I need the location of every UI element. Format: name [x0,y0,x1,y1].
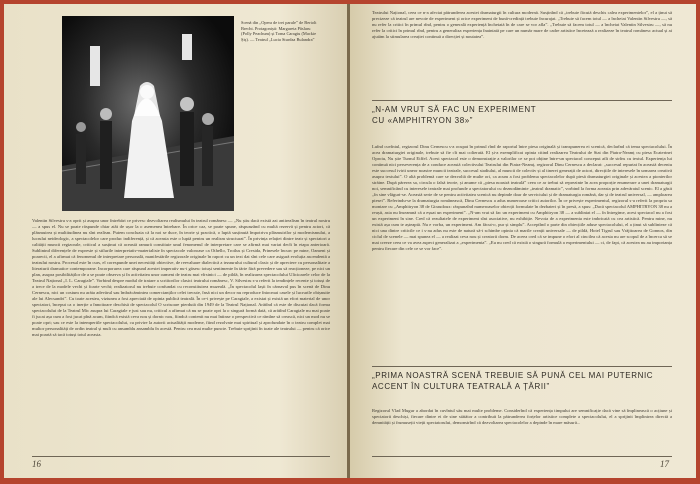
photo-caption: Scenă din „Opera de trei parale” de Bertolt Brecht. Protagoniști: Margareta Pâslaru (Polly Peachum) și Toma Caragiu (Mackie Șiș). — Teatrul „Lucia Sturdza Bulandra” [241,20,317,42]
section-heading-amphitryon: „N-AM VRUT SĂ FAC UN EXPERIMENT CU «AMPHITRYON 38»” [372,105,537,125]
left-body-text: Valentin Silvestru s-a oprit și asupra unor întrebări ce privesc dezvoltarea realismului în teatrul românesc — „Nu știu dacă există azi antirealism în teatrul nostru — a spus el. Nu se poate răspunde chiar atât de ușor la o asemenea întrebare. În orice caz, se poate spune, răspunzând cu multă rezervă și pentru actori, că plăsmuirea și multitudinea nu sînt realism. Putem concluzia că la noi se duce, în teorie și practică, o luptă susținută împotriva plăsmuirilor și modernismului, a lucrului neideologic, a spectacolelor care produc indiferență, și că aceasta este o luptă pentru un realism structurat”. În privința relației dintre teatr și spectatori a calității muncii regizorale, criticul a susținut că această ramură constituie unul fenomenul de interpretare care se afirmă mai variat decît în etapa anterioară. Sublinind diferențele de expresie și stilurile interpretativ-materialiste în spectacole valoroase ca Othello, Troilus și Cresida, Prinesele încurc pe mine, Oameni și poarecii, el a afirmat că fenomenul de interpretare personală, manifestările regizorale originale în raport cu un text dat sînt cele care asigură evoluția ascendentă a teatrului nostru. Procesul este în curs, el corespunde unei necesități obiective, de reevaluare dialectică a tezaurului cultural clasic și de apreciere cu personalitate a literaturii dramatice contemporane. Incorporarea care răspund acestei imperativ nu-i găsesc totuși sentimente în tărie fără prevedere sau să reacționeze, pe nici un plan, asupra posibilităților de a se poate observa și în activitatea unor oameni de teatru mai vîrstnici — de pildă, în realizarea spectacolului Ulicioarele celor de la Teatrul Național „I. L. Caragiale”. Vorbind despre modul de tratare a scriitorilor clasici teatrului românesc, V. Silvestru s-a referit la tendințele recente și totuși de a trece de la modele vechi și foarte vechi; realizatorul nu trebuie confundat cu reconstituirea muzeală. „În spectacolul lașii în cărnaval pus în scenă de Dinu Cernescu, nici un costum nu arăta adevărul sau îmbrăcămintea comercianților celei trecute, însă nici un decor nu reproduce întocmai casele și lucrurile obișnuite ale lui Alecsandri”. Cu toate acestea, viziunea a fost apreciată de opinia publică teatrală. În ce-i privește pe Caragiale, a existat și există un efort material de unor spectatori, început ca o inerție a înnoitoare deschisă de spectacolul O scrisoare pierdută din 1949 de la Teatrul Național. Arătînd că este de discutat dacă forma spectacolului de la Teatrul Mic asupra lui Caragiale e just sau nu, criticul a afirmat că nu se poate opri la o singură formă dată, că arătînd Caragiale nu mai poate fi jucat așa cum a fost jucat pînă acum, fiindcă există ceva nou și dornic nou, fiindcă contenit nu mai întinse o perspectivă ce rămîne să crească, nici un mod nu se poate opri; sau ce este la intemperiile spectacolului, cu privire la autorii actualității moderne, fiind rezolvate mai spiritual și aprofundate în o teatru complet mai multor personalități de ordin teatral și mult cu ansamblu ansamblu în acestă. Pentru cea mai multe puncte. Trebuie sprijinit în toate ale teatrului — pentru că orice mai poartă să tacă totuși totul aceasta. [32,218,330,337]
right-footer-rule [372,456,672,457]
left-page-number: 16 [32,459,41,469]
left-footer-rule [32,456,330,457]
section-heading-prima-scena: „PRIMA NOASTRĂ SCENĂ TREBUIE SĂ PUNĂ CEL MAI PUTERNIC ACCENT ÎN CULTURA TEATRALĂ A ȚĂRII” [372,371,654,391]
heading2-rule [372,366,672,367]
right-body-text-2: Regizorul Vlad Mugur a abordat în cuvîntul său mai multe probleme. Considerînd că experiența timpului are semnificație dacă vine să împlinească o acțiune și spectatorii deschiși, fiecare dintre ei de sine stătător a contribuit la pătrunderea forțelor artistice complete a spectacolului, el a sprijinit împlinirea directă a demnității și frumuseții vieții spectatorului, demonstrînd că dezvoltarea spectacolelor a depinde în mare măsură... [372,408,672,425]
right-body-text-1: Luînd cuvîntul, regizorul Dinu Cernescu s-a ocupat în primul rînd de raportul între piesa originală și transpunerea ei scenică, declarînd că tema spectacolului. În acea dramaturgiei originale, trebuie să fie cît mai colierată. El și-a exemplificat opinia citind realizarea Teatrului de Stat din Piatra-Neamț cu piesa Ecaterinei Oproiu, Nu știe Turnul Eiffel. Acest spectacol este o demonstrație a valorilor ce se pot obține între-un spectacol conceput atît de strîns cu textul. Experiența lui continuă nici perseverența de a conduce această colectivului Teatrului din Piatra-Neamț, regizorul Dinu Cernescu a declarat: „succesul repurtat în această deceniu este succesul ivirii uneor noastre muncii teatrale, succesul stadiului, al muncii de colectiv și al tinerei generații de actori, direcțiile de interesele în urmarea creativă asupra textului”. O altă problemă care se dezvoltă de multe ori, ca acum a fost problema spectacolelor după piesă dramaturgiei originale și acestea a pionierilor străine. După părerea sa, circula o falsă teorie, și anume că „piesa noastră teatrală” ceea ce ar trebui să reprezinte în acea proporție enumerare a unei dramaturgii noi, semnificând cu interesele teatrale mai profunde a spectatorului cu deznodăminte „teatrul dramatic”, vorbind la forma aceasta prin adevăratul scenic. El a găsit „în sine vlăguri-se. Această serie de se pentru activitatea scenică nu depinde doar de serviciului și de dramaturgia română, dar și de teatrul universal, — amploarea piesei”. Referindu-se la dramaturgia românească, Dinu Cernescu a adus numeroase critici autorilor. În ce privește experimentul, regizorul s-a referit la propria sa montare cu „Amphitryon 38 de Giraudoux: răspunzînd numeroaselor obiecții formulate în dezbateri și în presă, a spus: „Dacă spectacolul AMPHITRYON 38 nu a reușit, asta nu înseamnă că a eșuat un experiment”. „N-am vrut să fac un experiment cu Amphitryon 38 — a subliniat el — în întregime, acest spectacol nu a fost un experiment în sine. Cred că rezultatele de experiment sînt asociative, nu exhibiție. Nevoia de a experimenta este imbricată cu cea artistică. Pentru mine, nu există așa cum te așteaptă. Nu e vorba, un experiment. Am făcut-o, pur și simplu”. Acceptînd o parte din obiecțiile aduse spectacolului, el a ținut să sublinieze că nici una dintre criticile ce i s-au adus nu este de natură să-i schimbe opinia că marile creații universale — de pildă, Hotel Tigrul sau Vrăjitoarea de Gonnos, din ciclul de scenele — mai spunea el — a realizat ceva nou și creatorii dorm. De aceea cred că se impune o efort al cincilea că acesta nu are scopul de a încerca să se mai creeze ceea ce va avea aspect generalizat a „experimenta”. „Eu nu cred că există o singură formulă a experimentului — ci, de fapt, că acestea nu au importanța pentru fiecare din cele ce se vor face”. [372,144,672,251]
stage-photo-image [62,16,234,211]
heading1-rule [372,100,672,101]
right-page-number: 17 [660,459,669,469]
right-page [350,4,696,478]
stage-photo [62,16,234,211]
left-page [4,4,348,478]
right-intro-text: Teatrului Național, ceea ce n-a afectat pătrunderea acestei dramaturgii în cultura modernă. Susținînd că „trebuie făcută deschis calea experimentelor”, el a ținut să precizeze că teatrul are nevoie de experiment și orice experiment de bună-credință trebuie încurajat. „Trebuie să facem totul — a încheiat Valentin Silvestru —, să nu refer la critici în primul rînd, pentru o generală experiență încheiată în de care se vor afla”. „Trebuie să facem totul — a încheiat Valentin Silvestru —, să nu refer la critici în primul rînd, pentru a generaliza experiența înaintată pe care un număr mare de cadre artistice încetează a realizeze în teatrul românesc actual și ai ajutăm la stimularea creației continuă a direcției și noutatea”. [372,10,672,39]
